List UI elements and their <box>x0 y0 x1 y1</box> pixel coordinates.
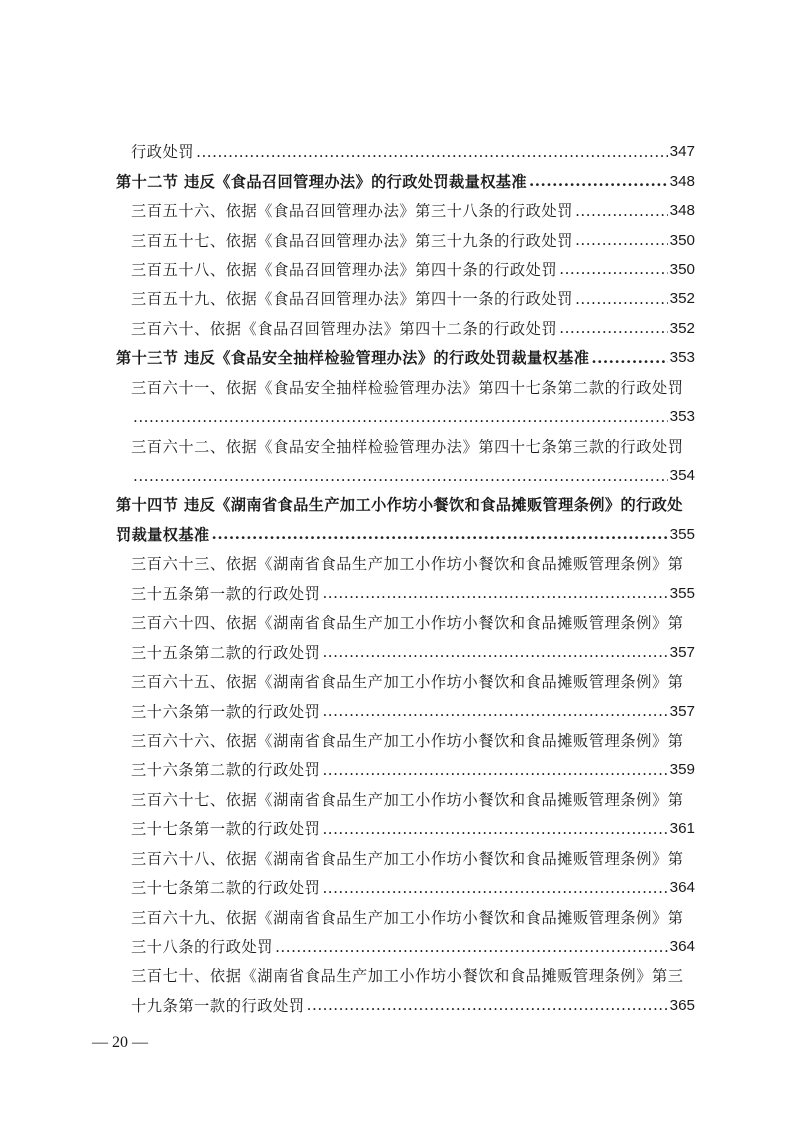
toc-page-number: 348 <box>669 202 695 220</box>
toc-title: 三百五十六、依据《食品召回管理办法》第三十八条的行政处罚 <box>131 202 574 221</box>
toc-entry-line[interactable] <box>131 314 695 343</box>
toc-title: 三十八条的行政处罚 <box>131 938 274 957</box>
toc-entry-line[interactable] <box>131 667 695 696</box>
toc-entry-line[interactable] <box>131 255 695 284</box>
dot-leader <box>212 525 668 543</box>
toc-page-number: 364 <box>669 938 695 956</box>
dot-leader <box>322 643 667 661</box>
toc-title: 三百六十九、依据《湖南省食品生产加工小作坊小餐饮和食品摊贩管理条例》第 <box>131 908 684 927</box>
toc-title: 三十五条第一款的行政处罚 <box>131 584 321 603</box>
dot-leader <box>322 584 667 602</box>
toc-title: 罚裁量权基准 <box>116 525 210 544</box>
toc-page-number: 352 <box>669 290 695 308</box>
toc-page-number: 364 <box>669 879 695 897</box>
toc-page-number: 350 <box>669 260 695 278</box>
toc-page-number: 357 <box>669 643 695 661</box>
dot-leader <box>275 938 668 956</box>
toc-title: 三百五十九、依据《食品召回管理办法》第四十一条的行政处罚 <box>131 290 574 309</box>
toc-entry-line[interactable] <box>131 608 695 637</box>
dot-leader <box>559 319 667 337</box>
dot-leader <box>196 143 668 161</box>
toc-title: 三十五条第二款的行政处罚 <box>131 643 321 662</box>
toc-title: 三百六十四、依据《湖南省食品生产加工小作坊小餐饮和食品摊贩管理条例》第 <box>131 614 684 633</box>
toc-entry-line[interactable] <box>131 373 695 402</box>
toc-section-line[interactable] <box>116 343 695 372</box>
dot-leader <box>529 172 668 190</box>
toc-page-number: 347 <box>669 143 695 161</box>
toc-title: 第十四节 违反《湖南省食品生产加工小作坊小餐饮和食品摊贩管理条例》的行政处 <box>116 496 683 515</box>
toc-entry-line[interactable] <box>131 637 695 666</box>
toc-title: 三百五十七、依据《食品召回管理办法》第三十九条的行政处罚 <box>131 231 574 250</box>
toc-entry-line[interactable] <box>131 755 695 784</box>
dot-leader <box>575 290 668 308</box>
toc-entry-line[interactable] <box>131 196 695 225</box>
dot-leader <box>575 202 668 220</box>
toc-title: 三十六条第一款的行政处罚 <box>131 702 321 721</box>
toc-title: 三十七条第二款的行政处罚 <box>131 879 321 898</box>
toc-entry-line[interactable] <box>131 225 695 254</box>
dot-leader <box>575 231 668 249</box>
toc-entry-line[interactable] <box>131 461 695 490</box>
toc-page-number: 359 <box>669 761 695 779</box>
toc-section-line[interactable] <box>116 166 695 195</box>
toc-title: 三百六十七、依据《湖南省食品生产加工小作坊小餐饮和食品摊贩管理条例》第 <box>131 790 684 809</box>
toc-entry-line[interactable] <box>131 814 695 843</box>
toc-entry-line[interactable] <box>131 873 695 902</box>
toc-title: 三百六十八、依据《湖南省食品生产加工小作坊小餐饮和食品摊贩管理条例》第 <box>131 849 684 868</box>
toc-title: 第十二节 违反《食品召回管理办法》的行政处罚裁量权基准 <box>116 172 527 191</box>
toc-title: 三百六十五、依据《湖南省食品生产加工小作坊小餐饮和食品摊贩管理条例》第 <box>131 673 684 692</box>
toc-entry-line[interactable] <box>131 726 695 755</box>
toc-entry-line[interactable] <box>131 902 695 931</box>
dot-leader <box>307 996 668 1014</box>
toc-entry-line[interactable] <box>131 284 695 313</box>
toc-entry-line[interactable] <box>131 402 695 431</box>
toc-title: 行政处罚 <box>131 143 195 162</box>
toc-page-number: 350 <box>669 231 695 249</box>
toc-title: 三十六条第二款的行政处罚 <box>131 761 321 780</box>
dot-leader <box>591 349 667 367</box>
toc-title: 三百七十、依据《湖南省食品生产加工小作坊小餐饮和食品摊贩管理条例》第三 <box>131 967 684 986</box>
toc-page-number: 348 <box>669 172 695 190</box>
toc-page-number: 353 <box>669 408 695 426</box>
toc-title: 第十三节 违反《食品安全抽样检验管理办法》的行政处罚裁量权基准 <box>116 349 590 368</box>
toc-page-number: 355 <box>669 525 695 543</box>
toc-entry-line[interactable] <box>131 844 695 873</box>
toc-title: 三百六十、依据《食品召回管理办法》第四十二条的行政处罚 <box>131 319 558 338</box>
dot-leader <box>322 820 667 838</box>
toc-title: 三百六十六、依据《湖南省食品生产加工小作坊小餐饮和食品摊贩管理条例》第 <box>131 731 684 750</box>
toc-title: 十九条第一款的行政处罚 <box>131 996 305 1015</box>
toc-page-number: 365 <box>669 996 695 1014</box>
dot-leader <box>559 260 667 278</box>
toc-entry-line[interactable] <box>131 991 695 1020</box>
toc-entry-line[interactable] <box>131 549 695 578</box>
toc-entry-line[interactable] <box>131 696 695 725</box>
toc-page-number: 353 <box>669 349 695 367</box>
dot-leader <box>133 467 668 485</box>
toc-page-number: 352 <box>669 319 695 337</box>
toc-entry-line[interactable] <box>131 785 695 814</box>
toc-title: 三十七条第一款的行政处罚 <box>131 820 321 839</box>
toc-page-number: 355 <box>669 584 695 602</box>
dot-leader <box>322 761 667 779</box>
toc-entry-line[interactable] <box>131 932 695 961</box>
table-of-contents <box>0 137 793 1020</box>
toc-title: 三百六十二、依据《食品安全抽样检验管理办法》第四十七条第三款的行政处罚 <box>131 437 684 456</box>
toc-page-number: 357 <box>669 702 695 720</box>
dot-leader <box>322 879 667 897</box>
dot-leader <box>133 408 668 426</box>
toc-page-number: 361 <box>669 820 695 838</box>
toc-page-number: 354 <box>669 467 695 485</box>
toc-title: 三百六十三、依据《湖南省食品生产加工小作坊小餐饮和食品摊贩管理条例》第 <box>131 555 684 574</box>
toc-entry-line[interactable] <box>131 579 695 608</box>
toc-title: 三百六十一、依据《食品安全抽样检验管理办法》第四十七条第二款的行政处罚 <box>131 378 684 397</box>
toc-section-line[interactable] <box>116 520 695 549</box>
dot-leader <box>322 702 667 720</box>
toc-entry-line[interactable] <box>131 137 695 166</box>
toc-entry-line[interactable] <box>131 961 695 990</box>
toc-title: 三百五十八、依据《食品召回管理办法》第四十条的行政处罚 <box>131 260 558 279</box>
toc-entry-line[interactable] <box>131 431 695 460</box>
toc-section-line[interactable] <box>116 490 695 519</box>
page-number: — 20 — <box>92 1034 148 1051</box>
